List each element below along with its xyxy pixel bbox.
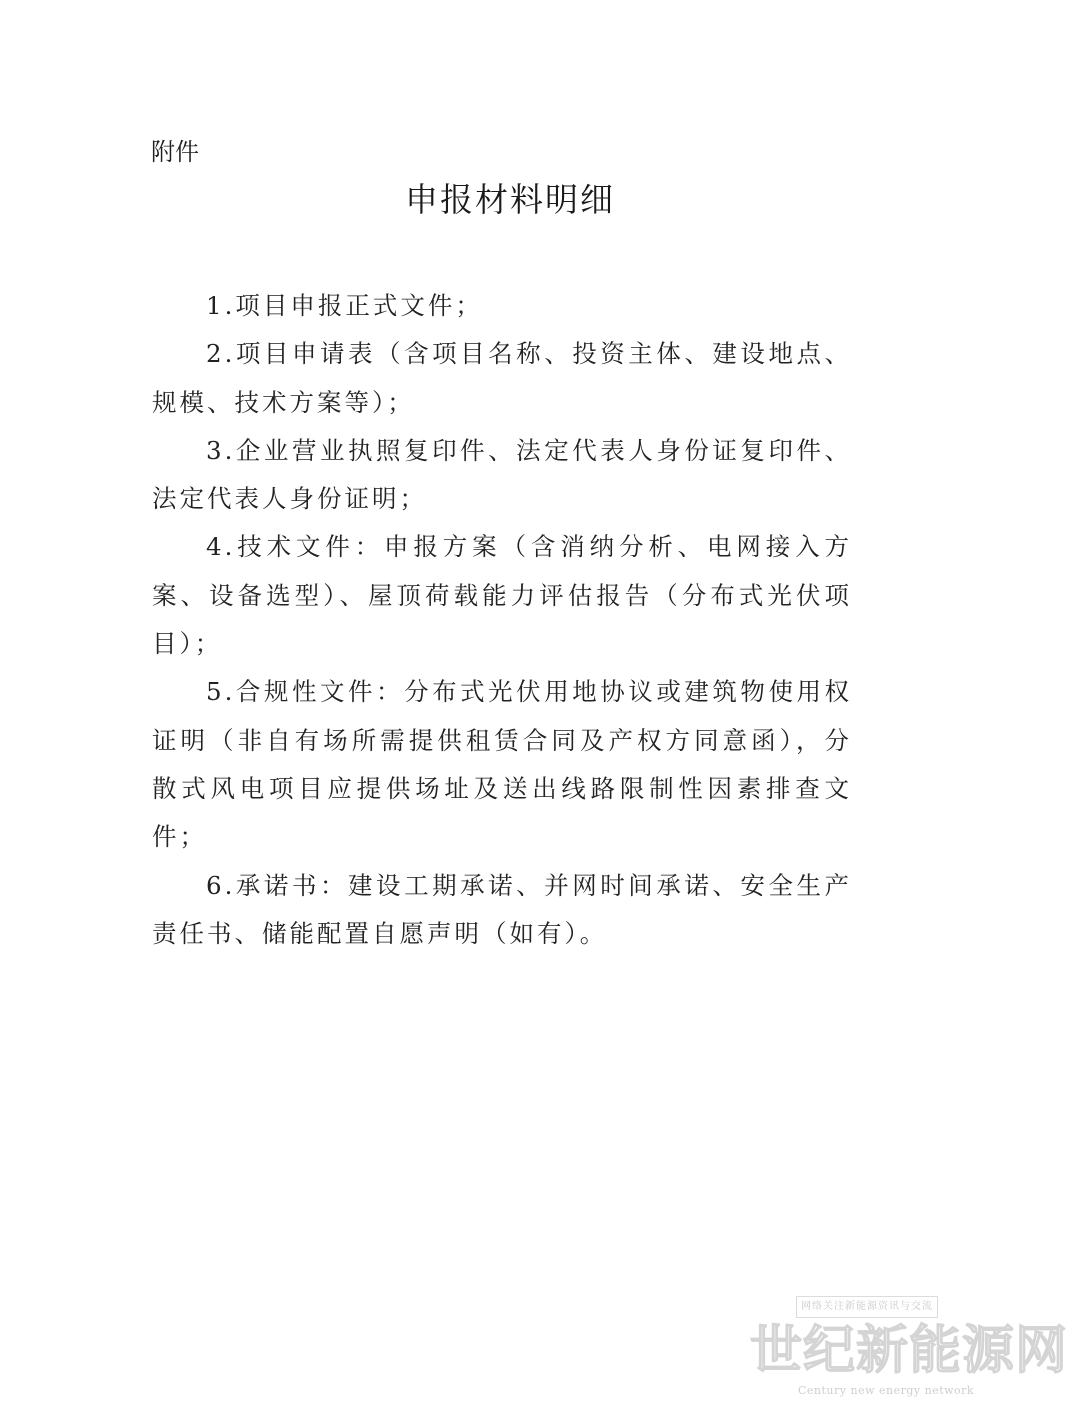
attachment-label: 附件 [151,138,199,166]
watermark [750,1296,1068,1406]
watermark-tagline: 网络关注新能源资讯与交流 [796,1296,938,1318]
list-item: 4.技术文件：申报方案（含消纳分析、电网接入方案、设备选型）、屋顶荷载能力评估报告（分布式光伏项目）； [152,532,852,659]
page-title: 申报材料明细 [405,180,615,219]
list-item: 6.承诺书：建设工期承诺、并网时间承诺、安全生产责任书、储能配置自愿声明（如有）。 [152,870,852,948]
list-item: 3.企业营业执照复印件、法定代表人身份证复印件、法定代表人身份证明； [152,435,852,514]
watermark-logo: 世纪新能源网 [750,1320,1068,1381]
list-item: 2.项目申请表（含项目名称、投资主体、建设地点、规模、技术方案等）； [152,339,852,417]
list-item: 5.合规性文件：分布式光伏用地协议或建筑物使用权证明（非自有场所需提供租赁合同及产权方同意函），分散式风电项目应提供场址及送出线路限制性因素排查文件； [152,677,852,852]
list-item: 1.项目申报正式文件； [206,291,483,320]
watermark-english-text: Century new energy network [798,1384,975,1397]
materials-list [152,282,852,958]
